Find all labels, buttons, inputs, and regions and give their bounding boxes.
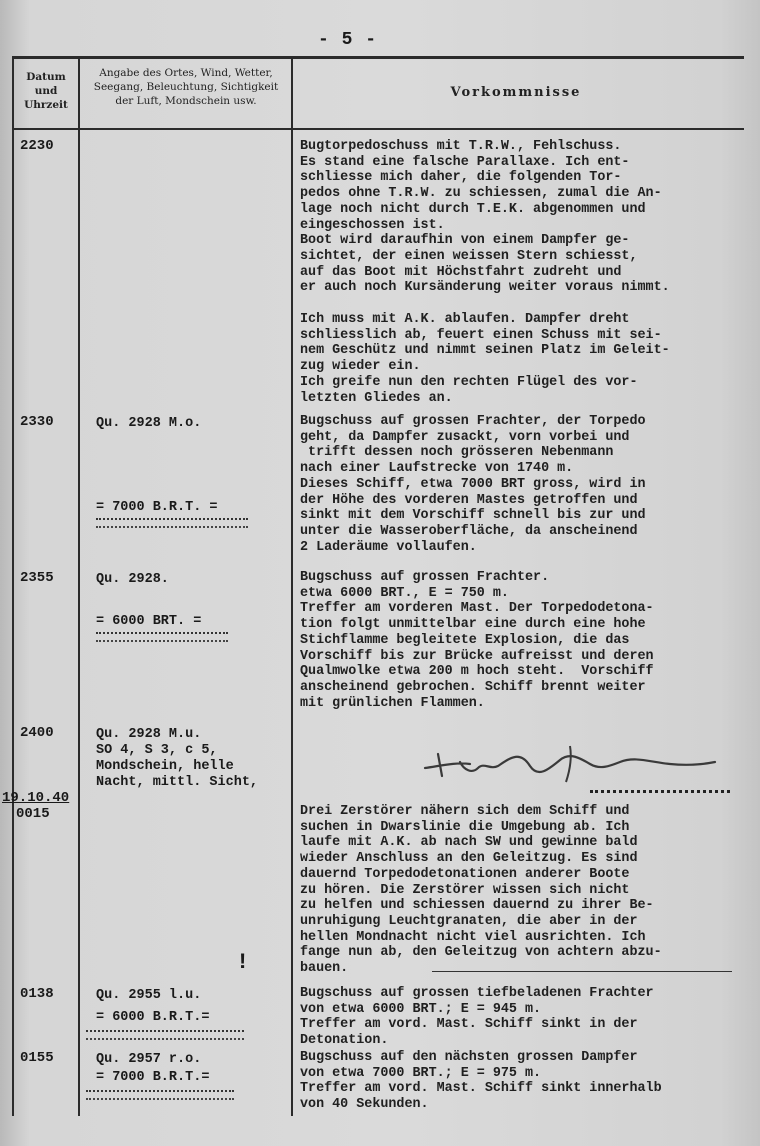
column-divider-1: [12, 56, 14, 1116]
entry-text: Bugtorpedoschuss mit T.R.W., Fehlschuss. Es stand eine falsche Parallaxe. Ich ent- schliesse mich daher, die folgenden Tor- pedos ohne T.R.W. zu schiessen, zumal die An- lage noch nicht durch T.E.K. abgenommen und eingeschossen ist. Boot wird daraufhin von einem Dampfer ge- sichtet, der einen weissen Stern schiesst, auf das Boot mit Höchstfahrt zudreht und er auch noch Kursänderung weiter voraus nimmt.: [300, 139, 670, 296]
header-rule: [12, 128, 744, 130]
entry-location: Qu. 2928 M.u. SO 4, S 3, c 5, Mondschein, helle Nacht, mittl. Sicht,: [96, 727, 259, 790]
entry-date: 19.10.40: [2, 790, 70, 806]
signature: [420, 740, 720, 790]
entry-time: 0138: [20, 986, 54, 1002]
column-divider-2: [78, 56, 80, 1116]
entry-tonnage: = 7000 B.R.T.=: [96, 1070, 210, 1085]
entry-tonnage: = 6000 B.R.T.=: [96, 1010, 210, 1025]
entry-tonnage: = 6000 BRT. =: [96, 614, 202, 629]
entry-location: Qu. 2955 l.u.: [96, 988, 202, 1003]
column-divider-3: [291, 56, 293, 1116]
margin-exclamation-mark: !: [236, 950, 250, 975]
entry-location: Qu. 2957 r.o.: [96, 1052, 202, 1067]
entry-text: Bugschuss auf grossen tiefbeladenen Frachter von etwa 6000 BRT.; E = 945 m. Treffer am vord. Mast. Schiff sinkt in der Detonation.: [300, 986, 654, 1049]
entry-time: 2330: [20, 414, 54, 430]
entry-text: Drei Zerstörer nähern sich dem Schiff und suchen in Dwarslinie die Umgebung ab. Ich laufe mit A.K. ab nach SW und gewinne bald wieder Anschluss an den Geleitzug. Es sind dauernd Torpedodetonationen anderer Boote zu hören. Die Zerstörer wissen sich nicht zu helfen und schiessen dauernd zu ihrer Be- unruhigung Leuchtgranaten, die aber in der hellen Mondnacht nicht viel ausrichten. Ich fange nun ab, den Geleitzug von achtern abzu- bauen.: [300, 804, 662, 977]
signature-dotted-line: [590, 790, 730, 793]
entry-time: 2230: [20, 138, 54, 154]
entry-tonnage: = 7000 B.R.T. =: [96, 500, 218, 515]
entry-text: Bugschuss auf grossen Frachter. etwa 6000 BRT., E = 750 m. Treffer am vorderen Mast. Der Torpedodetona- tion folgt unmittelbar eine durch eine hohe Stichflamme begleitete Explosion, die das Vorschiff bis zur Brücke aufreisst und deren Qualmwolke etwa 200 m hoch steht. Vorschiff anscheinend gebrochen. Schiff brennt weiter mit grünlichen Flammen.: [300, 570, 654, 711]
tonnage-underline: [86, 1030, 244, 1040]
entry-location: Qu. 2928 M.o.: [96, 416, 202, 431]
tonnage-underline: [96, 632, 228, 642]
tonnage-underline: [86, 1090, 234, 1100]
entry-time: 2355: [20, 570, 54, 586]
header-location-weather: Angabe des Ortes, Wind, Wetter, Seegang, Beleuchtung, Sichtigkeit der Luft, Mondschein usw.: [93, 67, 279, 107]
entry-text-continued: Ich muss mit A.K. ablaufen. Dampfer dreht schliesslich ab, feuert einen Schuss mit sei- nem Geschütz und nimmt seinen Platz im Geleit- zug wieder ein. Ich greife nun den rechten Flügel des vor- letzten Gliedes an.: [300, 312, 670, 406]
entry-location: Qu. 2928.: [96, 572, 169, 587]
entry-time: 2400: [20, 725, 54, 741]
entry-time: 0015: [16, 806, 50, 822]
tonnage-underline: [96, 518, 248, 528]
entry-time: 0155: [20, 1050, 54, 1066]
text-underline: [432, 971, 732, 972]
header-events: Vorkommnisse: [450, 85, 582, 100]
entry-text: Bugschuss auf grossen Frachter, der Torpedo geht, da Dampfer zusackt, vorn vorbei und trifft dessen noch grösseren Nebenmann nach einer Laufstrecke von 1740 m. Dieses Schiff, etwa 7000 BRT gross, wird in der Höhe des vorderen Mastes getroffen und sinkt mit dem Vorschiff schnell bis zur und unter die Wasseroberfläche, da anscheinend 2 Laderäume vollaufen.: [300, 414, 646, 555]
top-rule: [12, 56, 744, 59]
page-number: - 5 -: [318, 30, 378, 50]
header-date-time: Datum und Uhrzeit: [24, 71, 68, 111]
entry-text: Bugschuss auf den nächsten grossen Dampfer von etwa 7000 BRT.; E = 975 m. Treffer am vord. Mast. Schiff sinkt innerhalb von 40 Sekunden.: [300, 1050, 662, 1113]
